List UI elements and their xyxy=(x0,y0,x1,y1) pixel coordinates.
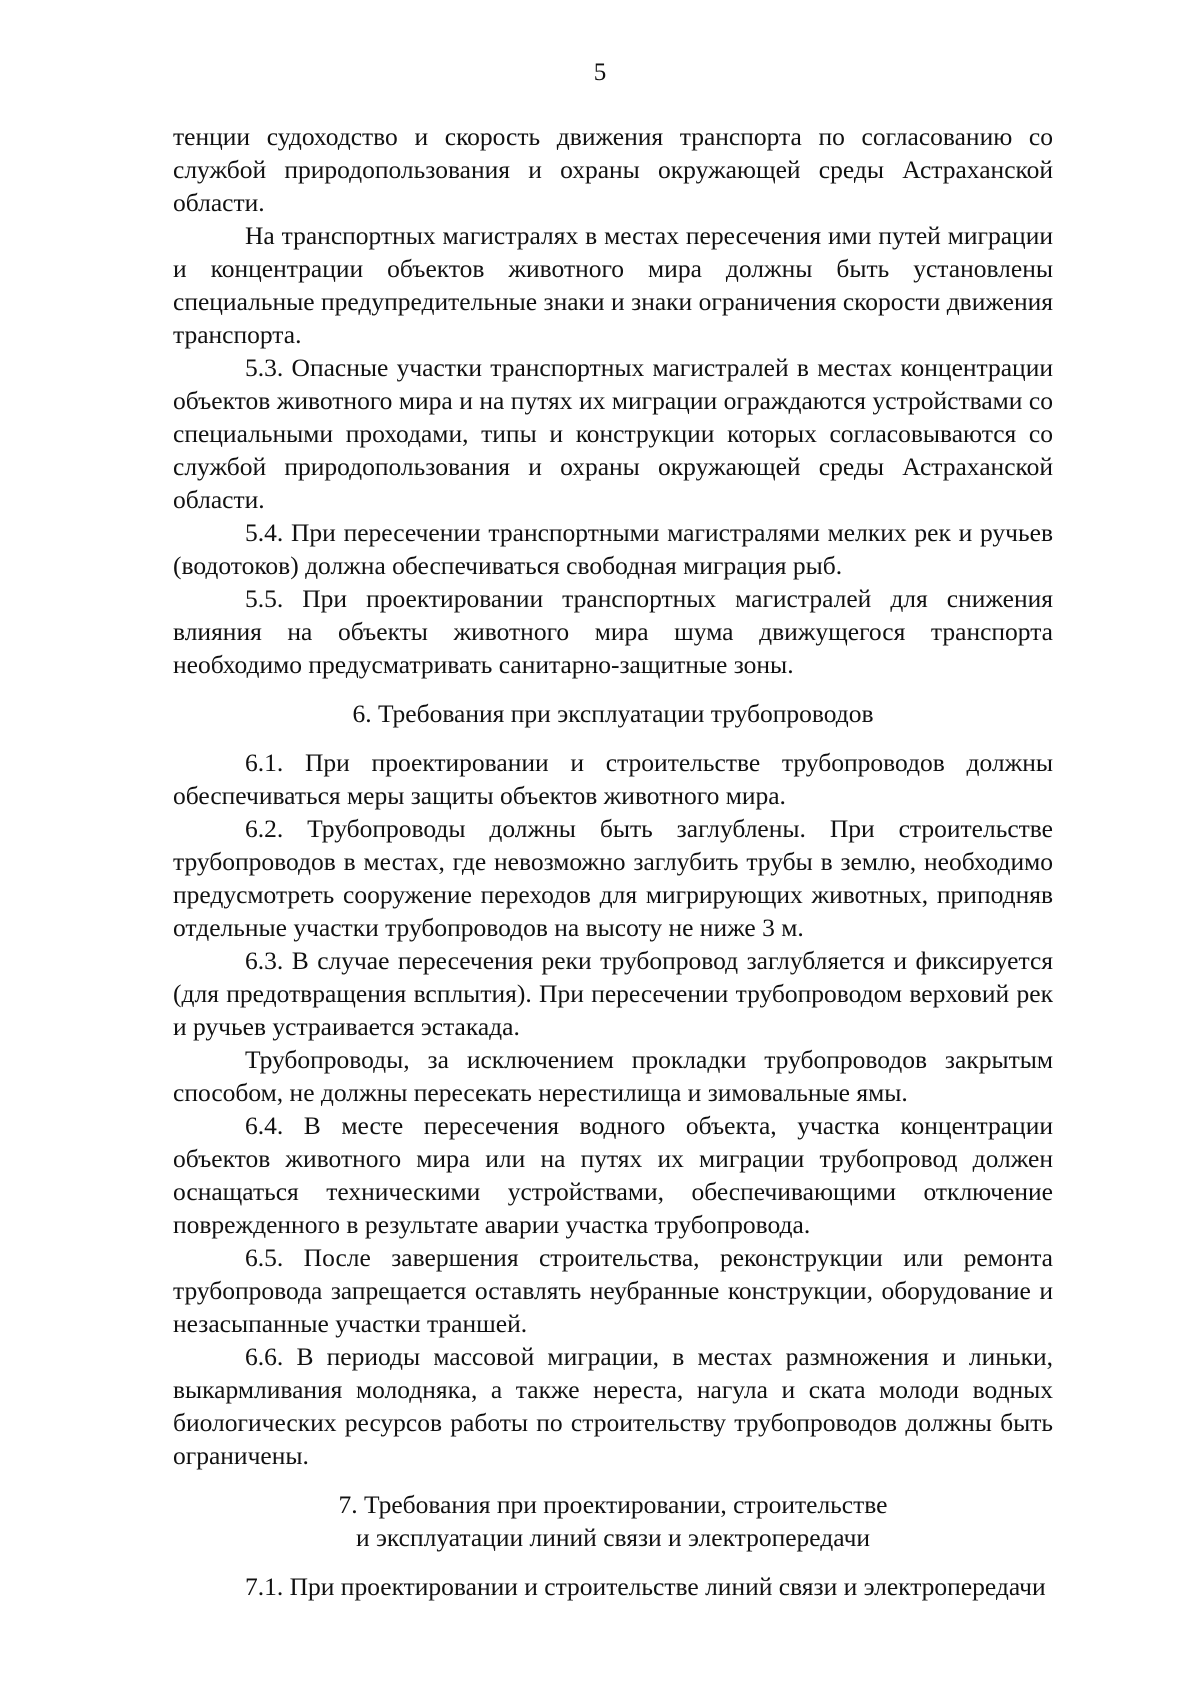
section-6-heading: 6. Требования при эксплуатации трубопроводов xyxy=(352,699,874,728)
paragraph-6-4: 6.4. В месте пересечения водного объекта, участка концентрации объектов животного мира или на путях их миграции трубопровод должен оснащаться техническими устройствами, обеспечивающими отключение поврежденного в результате аварии участка трубопровода. xyxy=(173,1111,1053,1239)
paragraph-continuation: тенции судоходство и скорость движения транспорта по согласованию со службой природопользования и охраны окружающей среды Астраханской области. xyxy=(173,122,1053,217)
paragraph-5-4: 5.4. При пересечении транспортными магистралями мелких рек и ручьев (водотоков) должна обеспечиваться свободная миграция рыб. xyxy=(173,518,1053,580)
paragraph-pipelines-spawning: Трубопроводы, за исключением прокладки трубопроводов закрытым способом, не должны пересекать нерестилища и зимовальные ямы. xyxy=(173,1045,1053,1107)
paragraph-6-5: 6.5. После завершения строительства, реконструкции или ремонта трубопровода запрещается оставлять неубранные конструкции, оборудование и незасыпанные участки траншей. xyxy=(173,1243,1053,1338)
section-7-heading-line-1: 7. Требования при проектировании, строительстве xyxy=(338,1490,888,1519)
paragraph-7-1: 7.1. При проектировании и строительстве линий связи и электропередачи xyxy=(245,1572,1046,1601)
paragraph-5-5: 5.5. При проектировании транспортных магистралей для снижения влияния на объекты животного мира шума движущегося транспорта необходимо предусматривать санитарно-защитные зоны. xyxy=(173,584,1053,679)
paragraph-6-3: 6.3. В случае пересечения реки трубопровод заглубляется и фиксируется (для предотвращения всплытия). При пересечении трубопроводом верховий рек и ручьев устраивается эстакада. xyxy=(173,946,1053,1041)
section-7-heading xyxy=(173,1488,1053,1554)
section-7-heading-line-2: и эксплуатации линий связи и электропередачи xyxy=(355,1523,871,1552)
page-number: 5 xyxy=(593,59,607,86)
paragraph-6-2: 6.2. Трубопроводы должны быть заглублены. При строительстве трубопроводов в местах, где невозможно заглубить трубы в землю, необходимо предусмотреть сооружение переходов для мигрирующих животных, приподняв отдельные участки трубопроводов на высоту не ниже 3 м. xyxy=(173,814,1053,942)
paragraph-5-3: 5.3. Опасные участки транспортных магистралей в местах концентрации объектов животного мира и на путях их миграции ограждаются устройствами со специальными проходами, типы и конструкции которых согласовываются со службой природопользования и охраны окружающей среды Астраханской области. xyxy=(173,353,1053,514)
paragraph-6-1: 6.1. При проектировании и строительстве трубопроводов должны обеспечиваться меры защиты объектов животного мира. xyxy=(173,748,1053,810)
paragraph-transport-signs: На транспортных магистралях в местах пересечения ими путей миграции и концентрации объектов животного мира должны быть установлены специальные предупредительные знаки и знаки ограничения скорости движения транспорта. xyxy=(173,221,1053,349)
document-body xyxy=(173,120,1053,1603)
paragraph-6-6: 6.6. В периоды массовой миграции, в местах размножения и линьки, выкармливания молодняка, а также нереста, нагула и ската молоди водных биологических ресурсов работы по строительству трубопроводов должны быть ограничены. xyxy=(173,1342,1053,1470)
